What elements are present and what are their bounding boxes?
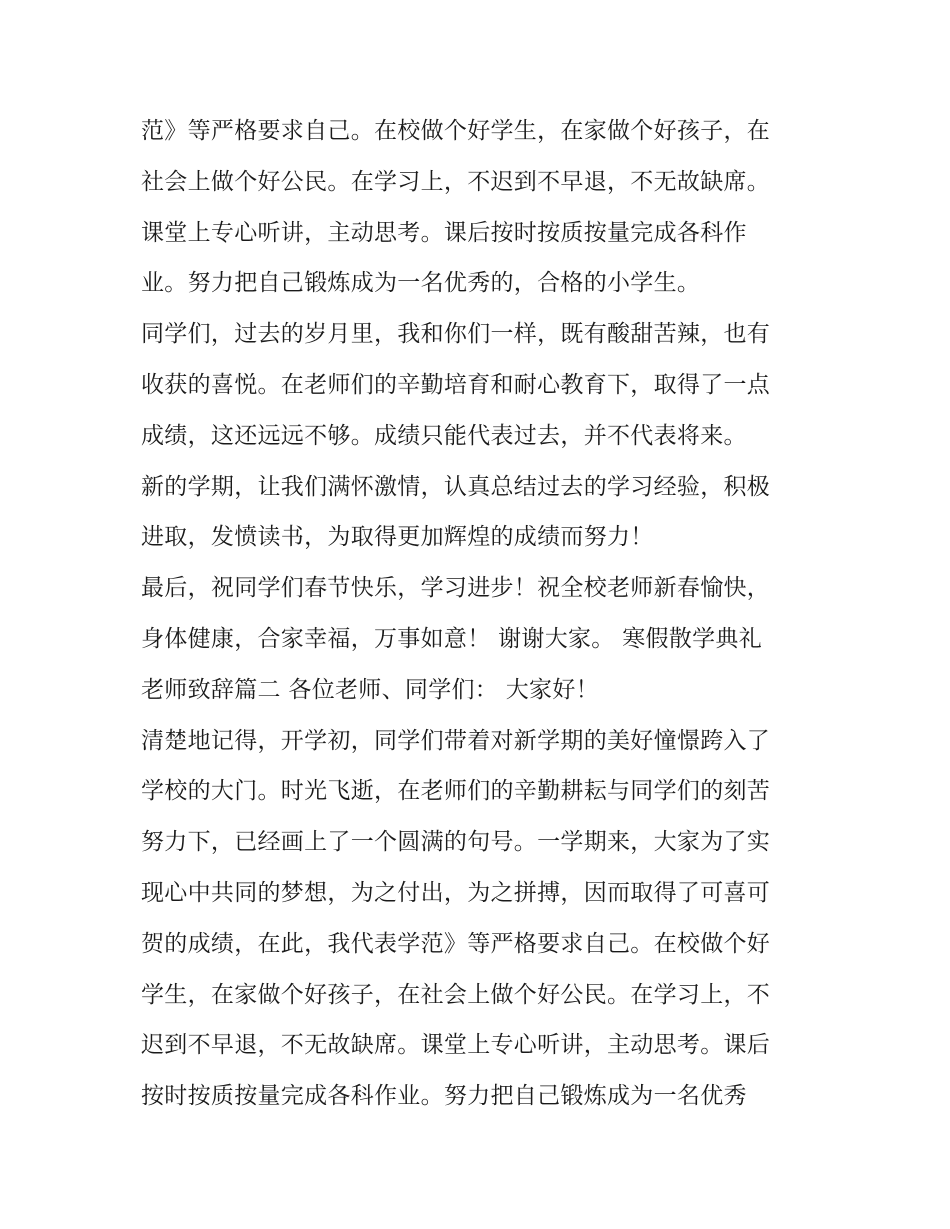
text-line: 努力下，已经画上了一个圆满的句号。一学期来，大家为了实	[141, 829, 771, 856]
text-line: 清楚地记得，开学初，同学们带着对新学期的美好憧憬跨入了	[141, 727, 771, 754]
text-line: 迟到不早退，不无故缺席。课堂上专心听讲，主动思考。课后	[141, 1032, 771, 1059]
text-line: 范》等严格要求自己。在校做个好学生，在家做个好孩子，在	[141, 118, 771, 144]
text-line: 最后，祝同学们春节快乐，学习进步！祝全校老师新春愉快，	[141, 575, 771, 602]
text-line: 贺的成绩，在此，我代表学范》等严格要求自己。在校做个好	[141, 930, 771, 957]
document-body	[141, 106, 831, 1122]
text-line: 社会上做个好公民。在学习上，不迟到不早退，不无故缺席。	[141, 168, 771, 195]
text-line: 按时按质按量完成各科作业。努力把自己锻炼成为一名优秀	[141, 1083, 747, 1110]
text-line: 业。努力把自己锻炼成为一名优秀的，合格的小学生。	[141, 270, 701, 297]
text-line: 学生，在家做个好孩子，在社会上做个好公民。在学习上，不	[141, 981, 771, 1008]
text-line: 课堂上专心听讲，主动思考。课后按时按质按量完成各科作	[141, 219, 747, 246]
text-line: 收获的喜悦。在老师们的辛勤培育和耐心教育下，取得了一点	[141, 371, 771, 398]
text-line: 身体健康，合家幸福，万事如意！ 谢谢大家。 寒假散学典礼	[141, 625, 763, 652]
text-line: 进取，发愤读书，为取得更加辉煌的成绩而努力！	[141, 524, 654, 551]
text-line: 学校的大门。时光飞逝，在老师们的辛勤耕耘与同学们的刻苦	[141, 778, 771, 805]
text-line: 新的学期，让我们满怀激情，认真总结过去的学习经验，积极	[141, 473, 771, 500]
text-line: 成绩，这还远远不够。成绩只能代表过去，并不代表将来。	[141, 422, 747, 449]
text-line: 同学们，过去的岁月里，我和你们一样，既有酸甜苦辣，也有	[141, 321, 771, 348]
text-line: 老师致辞篇二 各位老师、同学们： 大家好！	[141, 676, 599, 703]
text-line: 现心中共同的梦想，为之付出，为之拼搏，因而取得了可喜可	[141, 879, 771, 906]
